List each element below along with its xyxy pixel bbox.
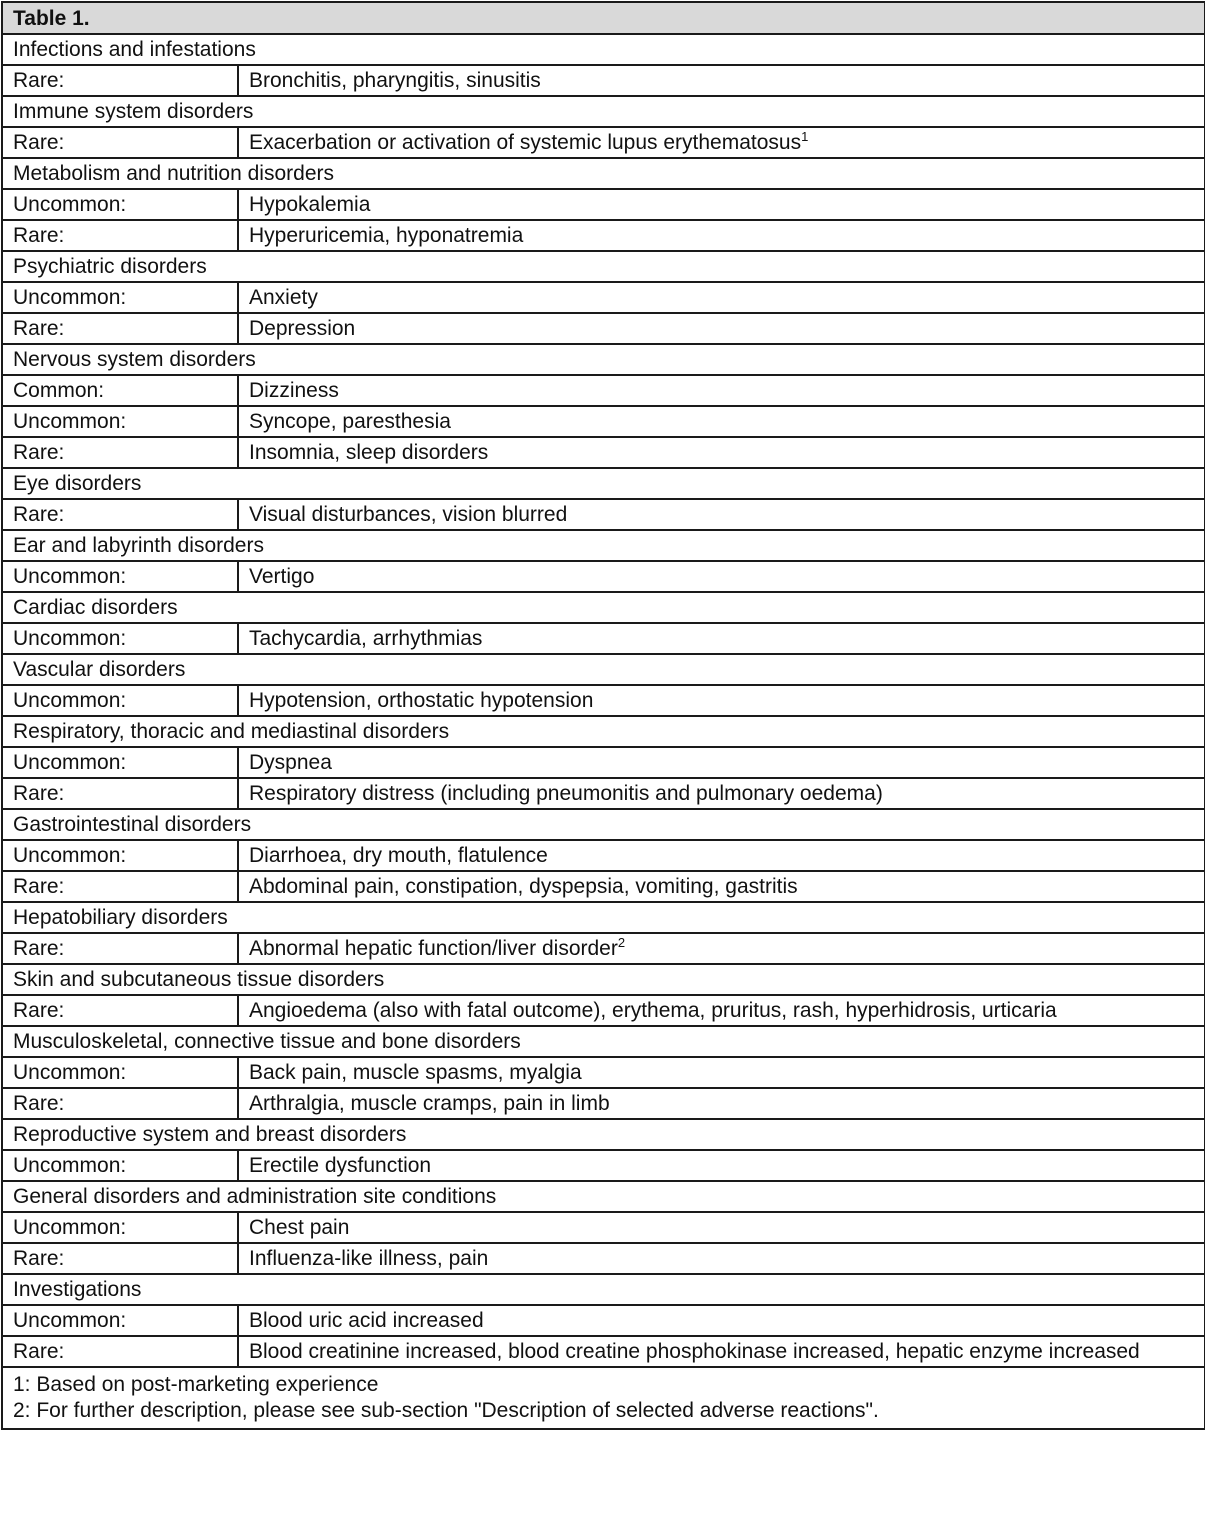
effects-cell bbox=[238, 189, 1205, 220]
table-row bbox=[2, 871, 1205, 902]
table-row bbox=[2, 1057, 1205, 1088]
frequency-cell: Rare: bbox=[2, 1088, 238, 1119]
category-label: Skin and subcutaneous tissue disorders bbox=[2, 964, 1205, 995]
frequency-cell: Rare: bbox=[2, 778, 238, 809]
effects-cell bbox=[238, 1336, 1205, 1367]
adverse-reactions-table bbox=[1, 1, 1205, 1430]
effects-text: Blood uric acid increased bbox=[249, 1309, 484, 1332]
effects-text: Abnormal hepatic function/liver disorder bbox=[249, 937, 618, 960]
table-row bbox=[2, 313, 1205, 344]
frequency-cell: Rare: bbox=[2, 437, 238, 468]
frequency-cell: Rare: bbox=[2, 995, 238, 1026]
effects-text: Hypotension, orthostatic hypotension bbox=[249, 689, 594, 712]
footnotes-row bbox=[2, 1367, 1205, 1429]
effects-text: Anxiety bbox=[249, 286, 318, 309]
frequency-cell: Rare: bbox=[2, 1243, 238, 1274]
category-label: Metabolism and nutrition disorders bbox=[2, 158, 1205, 189]
category-row bbox=[2, 1026, 1205, 1057]
category-label: Gastrointestinal disorders bbox=[2, 809, 1205, 840]
effects-cell bbox=[238, 995, 1205, 1026]
effects-cell bbox=[238, 1243, 1205, 1274]
table-row bbox=[2, 406, 1205, 437]
category-label: Musculoskeletal, connective tissue and bone disorders bbox=[2, 1026, 1205, 1057]
effects-text: Vertigo bbox=[249, 565, 315, 588]
table-row bbox=[2, 220, 1205, 251]
category-label: Hepatobiliary disorders bbox=[2, 902, 1205, 933]
footnote-marker: 2 bbox=[617, 935, 626, 950]
frequency-cell: Uncommon: bbox=[2, 623, 238, 654]
table-row bbox=[2, 1088, 1205, 1119]
table-row bbox=[2, 437, 1205, 468]
effects-text: Back pain, muscle spasms, myalgia bbox=[249, 1061, 582, 1084]
category-label: General disorders and administration site conditions bbox=[2, 1181, 1205, 1212]
table-row bbox=[2, 561, 1205, 592]
effects-cell bbox=[238, 220, 1205, 251]
effects-cell bbox=[238, 1088, 1205, 1119]
effects-text: Dizziness bbox=[249, 379, 339, 402]
frequency-cell: Uncommon: bbox=[2, 189, 238, 220]
effects-text: Chest pain bbox=[249, 1216, 350, 1239]
effects-text: Visual disturbances, vision blurred bbox=[249, 503, 568, 526]
category-row bbox=[2, 34, 1205, 65]
category-label: Infections and infestations bbox=[2, 34, 1205, 65]
effects-cell bbox=[238, 437, 1205, 468]
effects-text: Dyspnea bbox=[249, 751, 332, 774]
category-row bbox=[2, 809, 1205, 840]
table-body bbox=[2, 2, 1205, 1429]
effects-cell bbox=[238, 406, 1205, 437]
footnote-marker: 1 bbox=[801, 129, 809, 144]
table-row bbox=[2, 685, 1205, 716]
category-row bbox=[2, 592, 1205, 623]
table-row bbox=[2, 189, 1205, 220]
category-label: Psychiatric disorders bbox=[2, 251, 1205, 282]
effects-text: Angioedema (also with fatal outcome), erythema, pruritus, rash, hyperhidrosis, urticaria bbox=[249, 999, 1057, 1022]
frequency-cell: Rare: bbox=[2, 499, 238, 530]
effects-text: Abdominal pain, constipation, dyspepsia, vomiting, gastritis bbox=[249, 875, 798, 898]
table-title-row bbox=[2, 2, 1205, 34]
category-row bbox=[2, 530, 1205, 561]
effects-cell bbox=[238, 685, 1205, 716]
effects-text: Diarrhoea, dry mouth, flatulence bbox=[249, 844, 548, 867]
effects-text: Influenza-like illness, pain bbox=[249, 1247, 489, 1270]
effects-cell bbox=[238, 1150, 1205, 1181]
category-label: Investigations bbox=[2, 1274, 1205, 1305]
category-row bbox=[2, 1181, 1205, 1212]
frequency-cell: Rare: bbox=[2, 65, 238, 96]
effects-text: Hypokalemia bbox=[249, 193, 371, 216]
frequency-cell: Uncommon: bbox=[2, 840, 238, 871]
frequency-cell: Common: bbox=[2, 375, 238, 406]
effects-cell bbox=[238, 1305, 1205, 1336]
effects-text: Depression bbox=[249, 317, 356, 340]
category-row bbox=[2, 251, 1205, 282]
footnotes bbox=[2, 1367, 1205, 1429]
table-row bbox=[2, 1305, 1205, 1336]
effects-cell bbox=[238, 623, 1205, 654]
effects-cell bbox=[238, 375, 1205, 406]
category-label: Cardiac disorders bbox=[2, 592, 1205, 623]
category-row bbox=[2, 96, 1205, 127]
footnote: 1: Based on post-marketing experience bbox=[13, 1373, 379, 1396]
frequency-cell: Rare: bbox=[2, 933, 238, 964]
frequency-cell: Rare: bbox=[2, 313, 238, 344]
frequency-cell: Rare: bbox=[2, 1336, 238, 1367]
category-label: Eye disorders bbox=[2, 468, 1205, 499]
table-title: Table 1. bbox=[2, 2, 1205, 34]
table-row bbox=[2, 1336, 1205, 1367]
effects-cell bbox=[238, 313, 1205, 344]
effects-cell bbox=[238, 747, 1205, 778]
table-row bbox=[2, 1150, 1205, 1181]
frequency-cell: Uncommon: bbox=[2, 561, 238, 592]
table-row bbox=[2, 778, 1205, 809]
frequency-cell: Uncommon: bbox=[2, 406, 238, 437]
effects-text: Erectile dysfunction bbox=[249, 1154, 432, 1177]
category-row bbox=[2, 654, 1205, 685]
category-label: Vascular disorders bbox=[2, 654, 1205, 685]
table-row bbox=[2, 933, 1205, 964]
frequency-cell: Rare: bbox=[2, 871, 238, 902]
effects-cell bbox=[238, 840, 1205, 871]
category-row bbox=[2, 1274, 1205, 1305]
frequency-cell: Rare: bbox=[2, 127, 238, 158]
table-row bbox=[2, 282, 1205, 313]
effects-cell bbox=[238, 561, 1205, 592]
table-row bbox=[2, 747, 1205, 778]
frequency-cell: Uncommon: bbox=[2, 282, 238, 313]
table-row bbox=[2, 623, 1205, 654]
category-row bbox=[2, 716, 1205, 747]
frequency-cell: Uncommon: bbox=[2, 747, 238, 778]
category-label: Immune system disorders bbox=[2, 96, 1205, 127]
category-row bbox=[2, 344, 1205, 375]
effects-text: Insomnia, sleep disorders bbox=[249, 441, 489, 464]
category-row bbox=[2, 964, 1205, 995]
frequency-cell: Uncommon: bbox=[2, 1212, 238, 1243]
effects-text: Respiratory distress (including pneumonitis and pulmonary oedema) bbox=[249, 782, 883, 805]
frequency-cell: Uncommon: bbox=[2, 1305, 238, 1336]
effects-text: Blood creatinine increased, blood creatine phosphokinase increased, hepatic enzyme increased bbox=[249, 1340, 1140, 1363]
effects-cell bbox=[238, 871, 1205, 902]
category-label: Reproductive system and breast disorders bbox=[2, 1119, 1205, 1150]
category-row bbox=[2, 902, 1205, 933]
effects-cell bbox=[238, 65, 1205, 96]
frequency-cell: Rare: bbox=[2, 220, 238, 251]
footnote: 2: For further description, please see sub-section "Description of selected adverse reactions". bbox=[13, 1399, 879, 1422]
table-row bbox=[2, 995, 1205, 1026]
effects-text: Bronchitis, pharyngitis, sinusitis bbox=[249, 69, 541, 92]
effects-cell bbox=[238, 282, 1205, 313]
effects-cell bbox=[238, 778, 1205, 809]
table-row bbox=[2, 840, 1205, 871]
category-row bbox=[2, 158, 1205, 189]
table-row bbox=[2, 499, 1205, 530]
frequency-cell: Uncommon: bbox=[2, 1057, 238, 1088]
table-row bbox=[2, 1243, 1205, 1274]
effects-cell bbox=[238, 127, 1205, 158]
effects-cell bbox=[238, 933, 1205, 964]
category-label: Nervous system disorders bbox=[2, 344, 1205, 375]
effects-text: Hyperuricemia, hyponatremia bbox=[249, 224, 524, 247]
table-row bbox=[2, 375, 1205, 406]
category-row bbox=[2, 1119, 1205, 1150]
effects-text: Syncope, paresthesia bbox=[249, 410, 451, 433]
table-row bbox=[2, 127, 1205, 158]
category-label: Ear and labyrinth disorders bbox=[2, 530, 1205, 561]
category-row bbox=[2, 468, 1205, 499]
category-label: Respiratory, thoracic and mediastinal disorders bbox=[2, 716, 1205, 747]
effects-text: Arthralgia, muscle cramps, pain in limb bbox=[249, 1092, 610, 1115]
effects-cell bbox=[238, 1057, 1205, 1088]
effects-cell bbox=[238, 1212, 1205, 1243]
table-row bbox=[2, 65, 1205, 96]
table-row bbox=[2, 1212, 1205, 1243]
effects-text: Tachycardia, arrhythmias bbox=[249, 627, 483, 650]
frequency-cell: Uncommon: bbox=[2, 1150, 238, 1181]
effects-text: Exacerbation or activation of systemic lupus erythematosus bbox=[249, 131, 802, 154]
frequency-cell: Uncommon: bbox=[2, 685, 238, 716]
effects-cell bbox=[238, 499, 1205, 530]
